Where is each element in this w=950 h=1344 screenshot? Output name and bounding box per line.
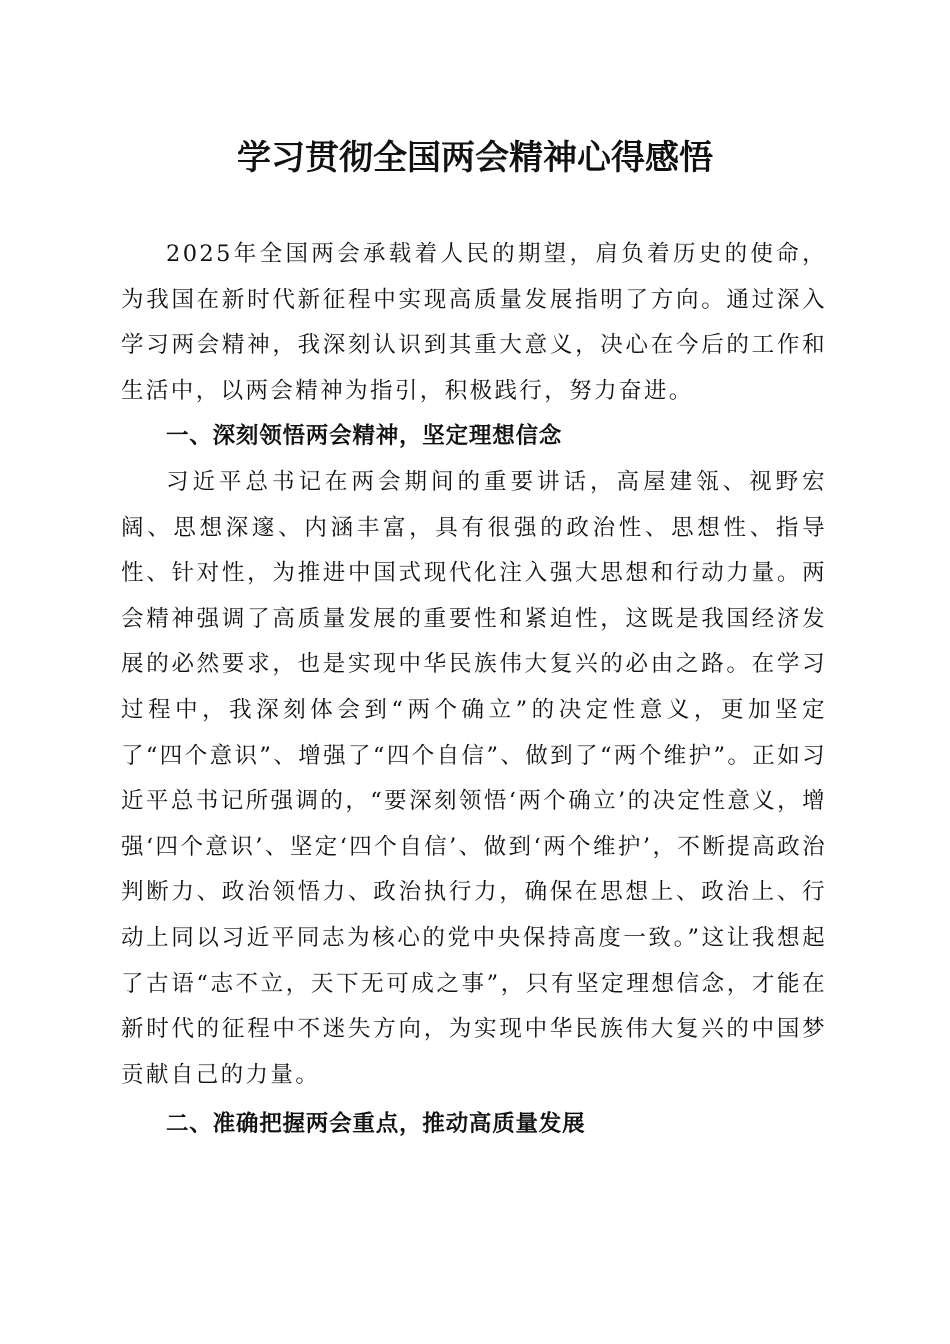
document-title: 学习贯彻全国两会精神心得感悟 <box>237 138 713 178</box>
intro-paragraph: 2025年全国两会承载着人民的期望，肩负着历史的使命，为我国在新时代新征程中实现高质量发展指明了方向。通过深入学习两会精神，我深刻认识到其重大意义，决心在今后的工作和生活中，以两会精神为指引，积极践行，努力奋进。 <box>121 241 827 404</box>
section-1-heading: 一、深刻领悟两会精神，坚定理想信念 <box>166 423 563 450</box>
section-1-paragraph: 习近平总书记在两会期间的重要讲话，高屋建瓴、视野宏阔、思想深邃、内涵丰富，具有很强的政治性、思想性、指导性、针对性，为推进中国式现代化注入强大思想和行动力量。两会精神强调了高质量发展的重要性和紧迫性，这既是我国经济发展的必然要求，也是实现中华民族伟大复兴的必由之路。在学习过程中，我深刻体会到“两个确立”的决定性意义，更加坚定了“四个意识”、增强了“四个自信”、做到了“两个维护”。正如习近平总书记所强调的，“要深刻领悟‘两个确立’的决定性意义，增强‘四个意识’、坚定‘四个自信’、做到‘两个维护’，不断提高政治判断力、政治领悟力、政治执行力，确保在思想上、政治上、行动上同以习近平同志为核心的党中央保持高度一致。”这让我想起了古语“志不立，天下无可成之事”，只有坚定理想信念，才能在新时代的征程中不迷失方向，为实现中华民族伟大复兴的中国梦贡献自己的力量。 <box>121 468 827 1088</box>
document-body <box>121 232 827 1148</box>
section-2-heading: 二、准确把握两会重点，推动高质量发展 <box>166 1111 586 1138</box>
